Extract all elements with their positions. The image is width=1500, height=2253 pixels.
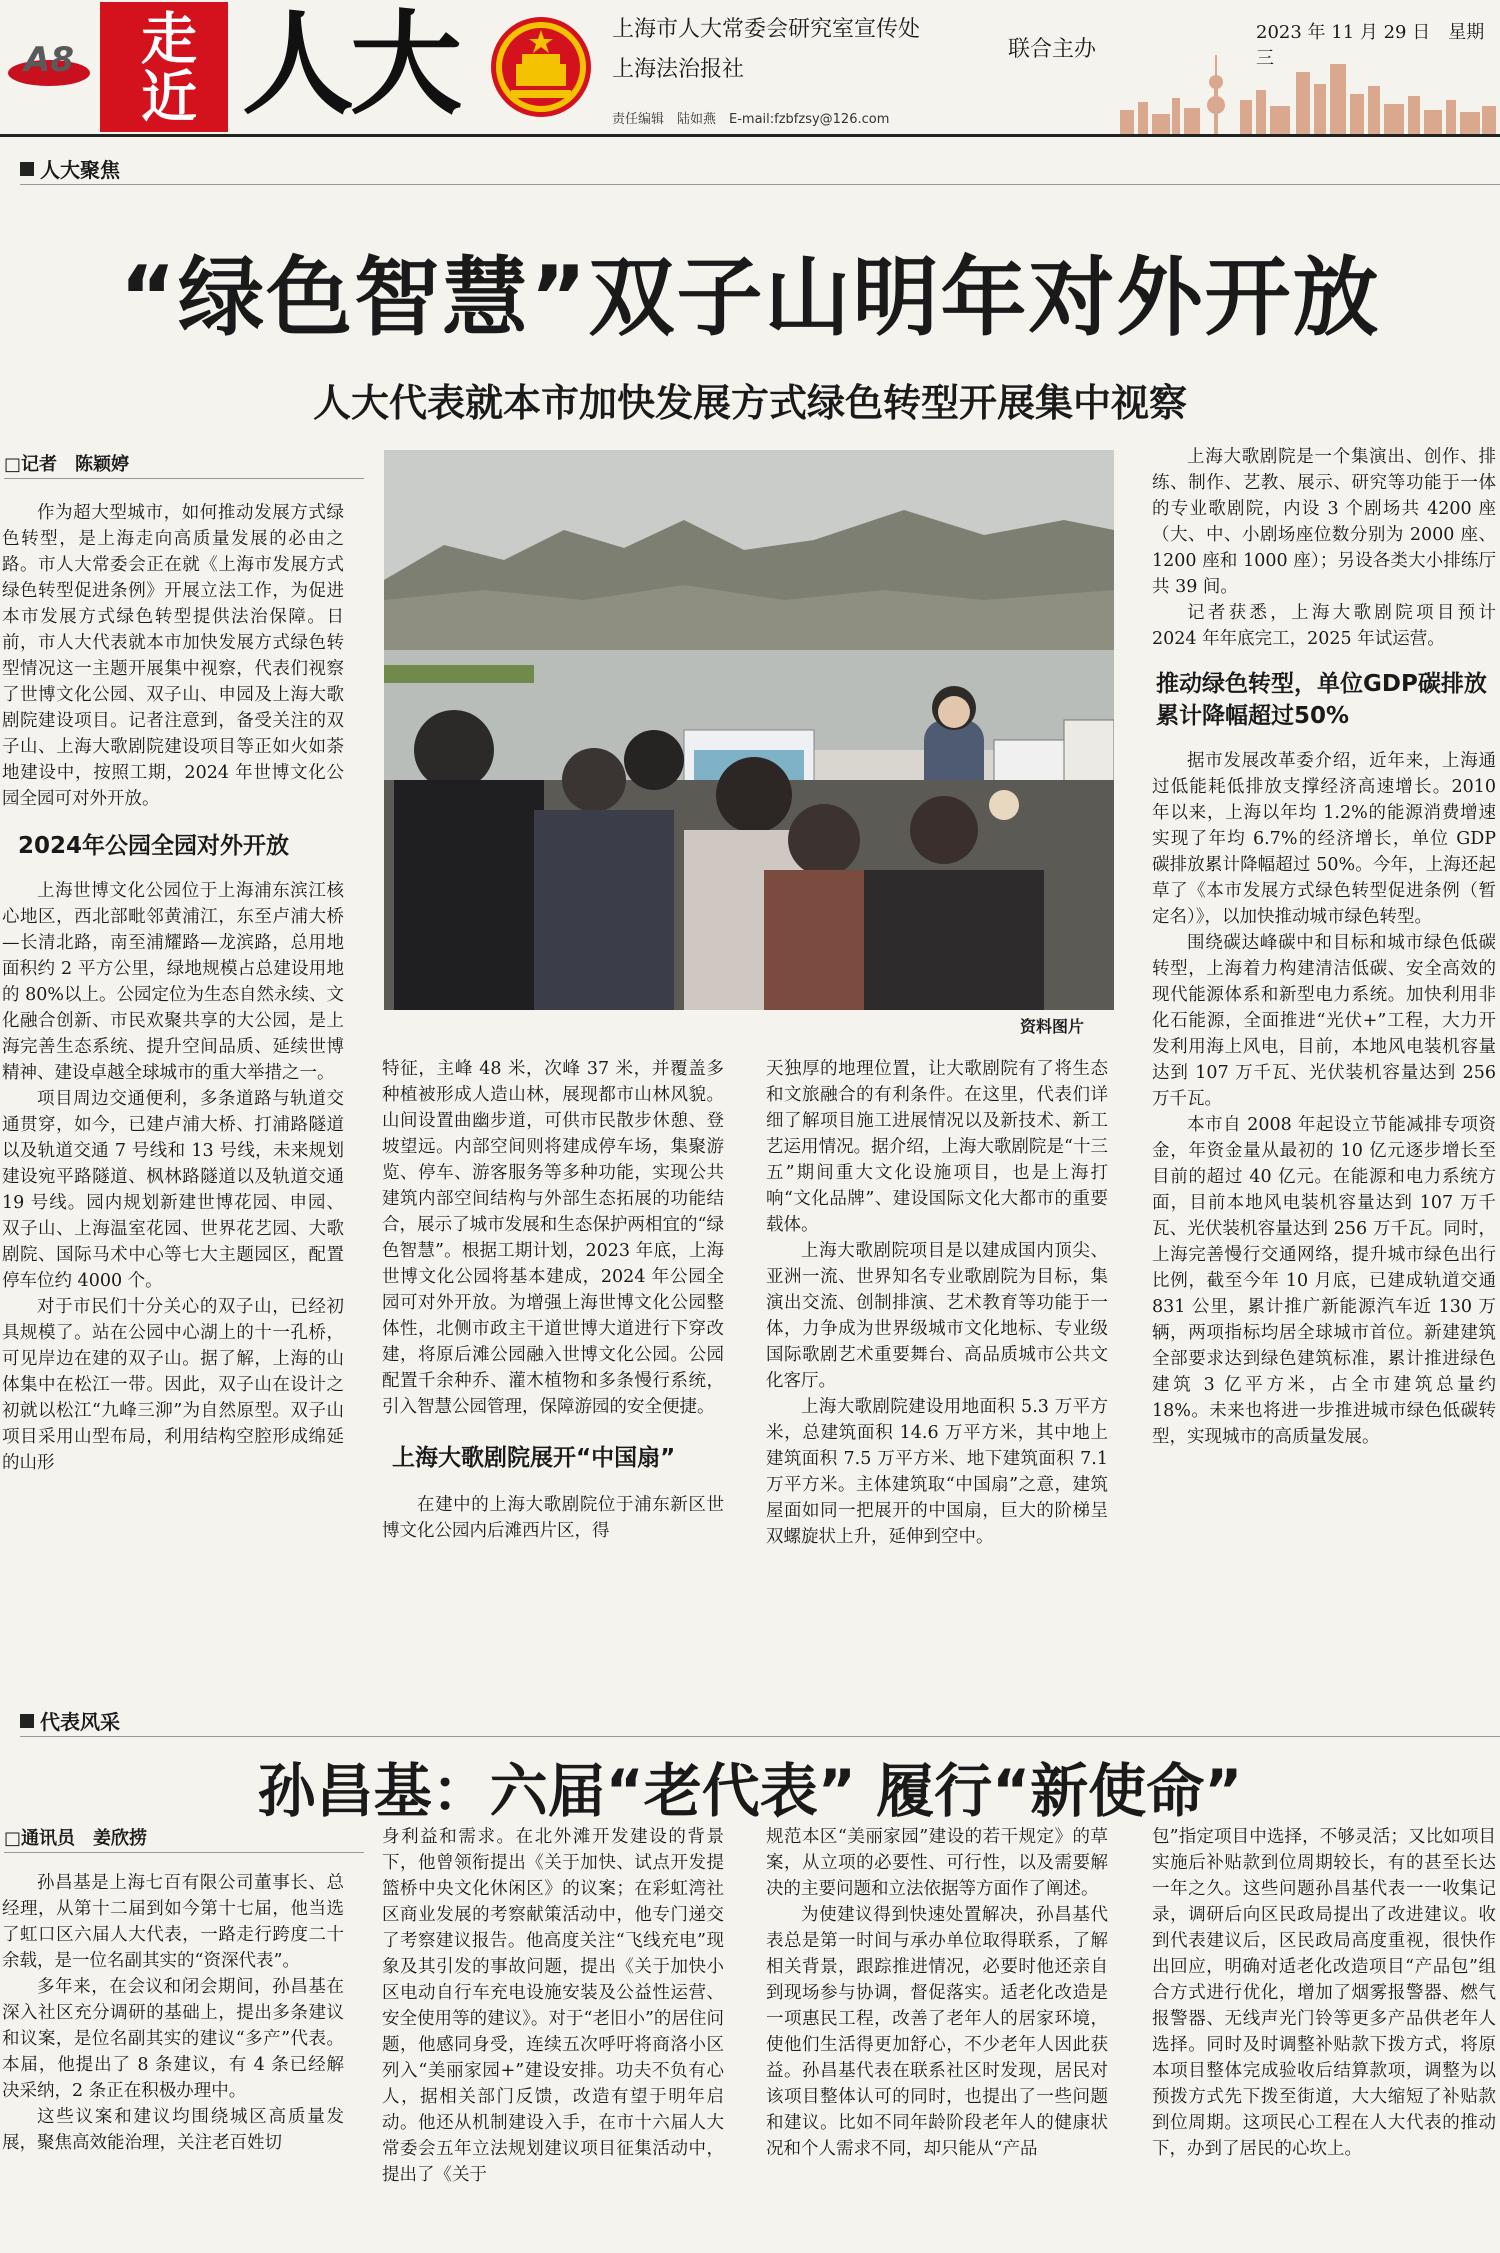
story2-column-2 [382, 1824, 724, 2250]
column-title: 人大 [242, 0, 458, 130]
photo-caption: 资料图片 [1020, 1017, 1085, 1036]
paragraph: 特征，主峰 48 米，次峰 37 米，并覆盖多种植被形成人造山林，展现都市山林风貌。山间设置曲幽步道，可供市民散步休憩、登坡望远。内部空间则将建成停车场，集聚游览、停车、游客服务等多种功能，实现公共建筑内部空间结构与外部生态拓展的功能结合，展示了城市发展和生态保护两相宜的“绿色智慧”。根据工期计划，2023 年底，上海世博文化公园将基本建成，2024 年公园全园可对外开放。为增强上海世博文化公园整体性，北侧市政主干道世博大道进行下穿改建，将原后滩公园融入世博文化公园。公园配置千余种乔、灌木植物和多条慢行系统，引入智慧公园管理，保障游园的安全便捷。 [382, 1059, 724, 1417]
paragraph: 上海世博文化公园位于上海浦东滨江核心地区，西北部毗邻黄浦江，东至卢浦大桥—长清北路，南至浦耀路—龙滨路，总用地面积约 2 平方公里，绿地规模占总建设用地的 80%以上。公园定位为生态自然永续、文化融合创新、市民欢聚共享的大公园，是上海完善生态系统、提升空间品质、延续世博精神、建设卓越全球城市的重大举措之一。 [2, 881, 344, 1083]
page-number: A8 [24, 40, 74, 80]
national-emblem-icon [486, 12, 596, 122]
paragraph: 多年来，在会议和闭会期间，孙昌基在深入社区充分调研的基础上，提出多条建议和议案，是位名副其实的建议“多产”代表。本届，他提出了 8 条建议，有 4 条已经解决采纳，2 条正在积极办理中。 [2, 1977, 344, 2101]
city-skyline-image [1110, 50, 1500, 135]
byline: □通讯员 姜欣捞 [4, 1828, 148, 1849]
story1-column-3 [766, 1056, 1108, 1550]
section-tag [20, 1706, 120, 1735]
paragraph: 包”指定项目中选择，不够灵活；又比如项目实施后补贴款到位周期较长，有的甚至长达一年之久。这些问题孙昌基代表一一收集记录，调研后向区民政局提出了改进建议。收到代表建议后，区民政局高度重视，很快作出回应，明确对适老化改造项目“产品包”组合方式进行优化，增加了烟雾报警器、燃气报警器、无线声光门铃等更多产品供老年人选择。同时及时调整补贴款下拨方式，将原本项目整体完成验收后结算款项，调整为以预拨方式先下拨至街道，大大缩短了补贴款到位周期。这项民心工程在人大代表的推动下，办到了居民的心坎上。 [1152, 1827, 1496, 2159]
paragraph: 作为超大型城市，如何推动发展方式绿色转型，是上海走向高质量发展的必由之路。市人大常委会正在就《上海市发展方式绿色转型促进条例》开展立法工作，为促进本市发展方式绿色转型提供法治保障。日前，市人大代表就本市加快发展方式绿色转型情况这一主题开展集中视察，代表们视察了世博文化公园、双子山、申园及上海大歌剧院建设项目。记者注意到，备受关注的双子山、上海大歌剧院建设项目等正如火如荼地建设中，按照工期，2024 年世博文化公园全园可对外开放。 [2, 503, 344, 809]
byline-rule [4, 478, 364, 479]
paragraph: 这些议案和建议均围绕城区高质量发展，聚焦高效能治理，关注老百姓切 [2, 2107, 344, 2153]
paragraph: 孙昌基是上海七百有限公司董事长、总经理，从第十二届到如今第十七届，他当选了虹口区六届人大代表，一路走行跨度二十余载，是一位名副其实的“资深代表”。 [2, 1873, 344, 1971]
co-host-label: 联合主办 [1008, 37, 1097, 62]
paragraph: 天独厚的地理位置，让大歌剧院有了将生态和文旅融合的有利条件。在这里，代表们详细了解项目施工进展情况以及新技术、新工艺运用情况。据介绍，上海大歌剧院是“十三五”期间重大文化设施项目，也是上海打响“文化品牌”、建设国际文化大都市的重要载体。 [766, 1059, 1108, 1235]
subheadline: 人大代表就本市加快发展方式绿色转型开展集中视察 [312, 381, 1187, 425]
lakeside-visit-photo [384, 450, 1114, 1010]
paragraph: 在建中的上海大歌剧院位于浦东新区世博文化公园内后滩西片区，得 [382, 1495, 724, 1541]
organizers [612, 10, 920, 90]
story2-column-3 [766, 1824, 1108, 2250]
section-divider [20, 1736, 1500, 1737]
byline-rule [4, 1852, 364, 1853]
paragraph: 上海大歌剧院项目是以建成国内顶尖、亚洲一流、世界知名专业歌剧院为目标，集演出交流、创制排演、艺术教育等功能于一体，力争成为世界级城市文化地标、专业级国际歌剧艺术重要舞台、高品质城市公共文化客厅。 [766, 1241, 1108, 1391]
subheading: 2024年公园全园对外开放 [18, 833, 290, 859]
story2-column-4 [1152, 1824, 1496, 2250]
page-number-badge [8, 40, 90, 86]
paragraph: 身利益和需求。在北外滩开发建设的背景下，他曾领衔提出《关于加快、试点开发提篮桥中央文化休闲区》的议案；在彩虹湾社区商业发展的考察献策活动中，他专门递交了考察建议报告。他高度关注“飞线充电”现象及其引发的事故问题，提出《关于加快小区电动自行车充电设施安装及公益性运营、安全使用等的建议》。对于“老旧小”的居住问题，他感同身受，连续五次呼吁将商洛小区列入“美丽家园+”建设安排。功夫不负有心人，据相关部门反馈，改造有望于明年启动。他还从机制建设入手，在市十六届人大常委会五年立法规划建议项目征集活动中，提出了《关于 [382, 1827, 724, 2185]
paragraph: 围绕碳达峰碳中和目标和城市绿色低碳转型，上海着力构建清洁低碳、安全高效的现代能源体系和新型电力系统。加快利用非化石能源，全面推进“光伏+”工程，大力开发利用海上风电，目前，本地风电装机容量达到 107 万千瓦、光伏装机容量达到 256 万千瓦。 [1152, 933, 1496, 1109]
headline: “绿色智慧”双子山明年对外开放 [119, 248, 1381, 348]
masthead [0, 0, 1500, 140]
paragraph: 记者获悉，上海大歌剧院项目预计 2024 年年底完工，2025 年试运营。 [1152, 603, 1496, 649]
section-label: 代表风采 [40, 1710, 120, 1734]
story1-column-4 [1152, 444, 1496, 1450]
byline: □记者 陈颖婷 [4, 454, 130, 475]
paragraph: 规范本区“美丽家园”建设的若干规定》的草案，从立项的必要性、可行性，以及需要解决的主要问题和立法依据等方面作了阐述。 [766, 1827, 1108, 1899]
paragraph: 为使建议得到快速处置解决，孙昌基代表总是第一时间与承办单位取得联系，了解相关背景，跟踪推进情况，必要时他还亲自到现场参与协调，督促落实。适老化改造是一项惠民工程，改善了老年人的居家环境，使他们生活得更加舒心，不少老年人因此获益。孙昌基代表在联系社区时发现，居民对该项目整体认可的同时，也提出了一些问题和建议。比如不同年龄阶段老年人的健康状况和个人需求不同，却只能从“产品 [766, 1905, 1108, 2159]
paragraph: 上海大歌剧院建设用地面积 5.3 万平方米，总建筑面积 14.6 万平方米，其中地上建筑面积 7.5 万平方米、地下建筑面积 7.1 万平方米。主体建筑取“中国扇”之意，建筑屋面如同一把展开的中国扇，巨大的阶梯呈双螺旋状上升，延伸到空中。 [766, 1397, 1108, 1547]
paragraph: 据市发展改革委介绍，近年来，上海通过低能耗低排放支撑经济高速增长。2010 年以来，上海以年均 1.2%的能源消费增速实现了年均 6.7%的经济增长，单位 GDP 碳排放累计降幅超过 50%。今年，上海还起草了《本市发展方式绿色转型促进条例（暂定名）》，以加快推动城市绿色转型。 [1152, 751, 1496, 927]
editor-line: 责任编辑 陆如燕 E-mail:fzbfzsy@126.com [612, 112, 890, 127]
organizer-1: 上海市人大常委会研究室宣传处 [612, 17, 921, 42]
section-divider [20, 184, 1500, 185]
story1-column-1 [2, 500, 344, 1476]
news-photo [384, 450, 1114, 1010]
paragraph: 对于市民们十分关心的双子山，已经初具规模了。站在公园中心湖上的十一孔桥，可见岸边在建的双子山。据了解，上海的山体集中在松江一带。因此，双子山在设计之初就以松江“九峰三泖”为自然原型。双子山项目采用山型布局，利用结构空腔形成绵延的山形 [2, 1297, 344, 1473]
headline: 孙昌基：六届“老代表” 履行“新使命” [257, 1757, 1243, 1825]
story1-column-2 [382, 1056, 724, 1544]
subheading: 推动绿色转型，单位GDP碳排放累计降幅超过50% [1156, 671, 1487, 729]
organizer-2: 上海法治报社 [612, 57, 745, 82]
paragraph: 本市自 2008 年起设立节能减排专项资金，年资金量从最初的 10 亿元逐步增长至目前的超过 40 亿元。在能源和电力系统方面，目前本地风电装机容量达到 107 万千瓦、光伏装机容量达到 256 万千瓦。同时，上海完善慢行交通网络，提升城市绿色出行比例，截至今年 10 月底，已建成轨道交通 831 公里，累计推广新能源汽车近 130 万辆，两项指标均居全球城市首位。新建建筑全部要求达到绿色建筑标准，累计推进绿色建筑 3 亿平方米，占全市建筑总量约 18%。未来也将进一步推进城市绿色低碳转型，实现城市的高质量发展。 [1152, 1115, 1496, 1447]
paragraph: 上海大歌剧院是一个集演出、创作、排练、制作、艺教、展示、研究等功能于一体的专业歌剧院，内设 3 个剧场共 4200 座（大、中、小剧场座位数分别为 2000 座、1200 座和 1000 座）；另设各类大小排练厅共 39 间。 [1152, 447, 1496, 597]
paragraph: 项目周边交通便利，多条道路与轨道交通贯穿，如今，已建卢浦大桥、打浦路隧道以及轨道交通 7 号线和 13 号线，未来规划建设宛平路隧道、枫林路隧道以及轨道交通 19 号线。园内规划新建世博花园、申园、双子山、上海温室花园、世界花艺园、大歌剧院、国际马术中心等七大主题园区，配置停车位约 4000 个。 [2, 1089, 344, 1291]
column-label-box [100, 2, 228, 132]
section-square-icon [20, 1714, 34, 1728]
story2-column-1 [2, 1870, 344, 2250]
masthead-rule [0, 134, 1500, 137]
column-label: 走近 [132, 9, 197, 125]
issue-date: 2023 年 11 月 29 日 星期三 [1256, 22, 1485, 69]
section-label: 人大聚焦 [40, 158, 120, 182]
section-tag [20, 154, 120, 183]
section-square-icon [20, 162, 34, 176]
subheading: 上海大歌剧院展开“中国扇” [392, 1445, 676, 1471]
